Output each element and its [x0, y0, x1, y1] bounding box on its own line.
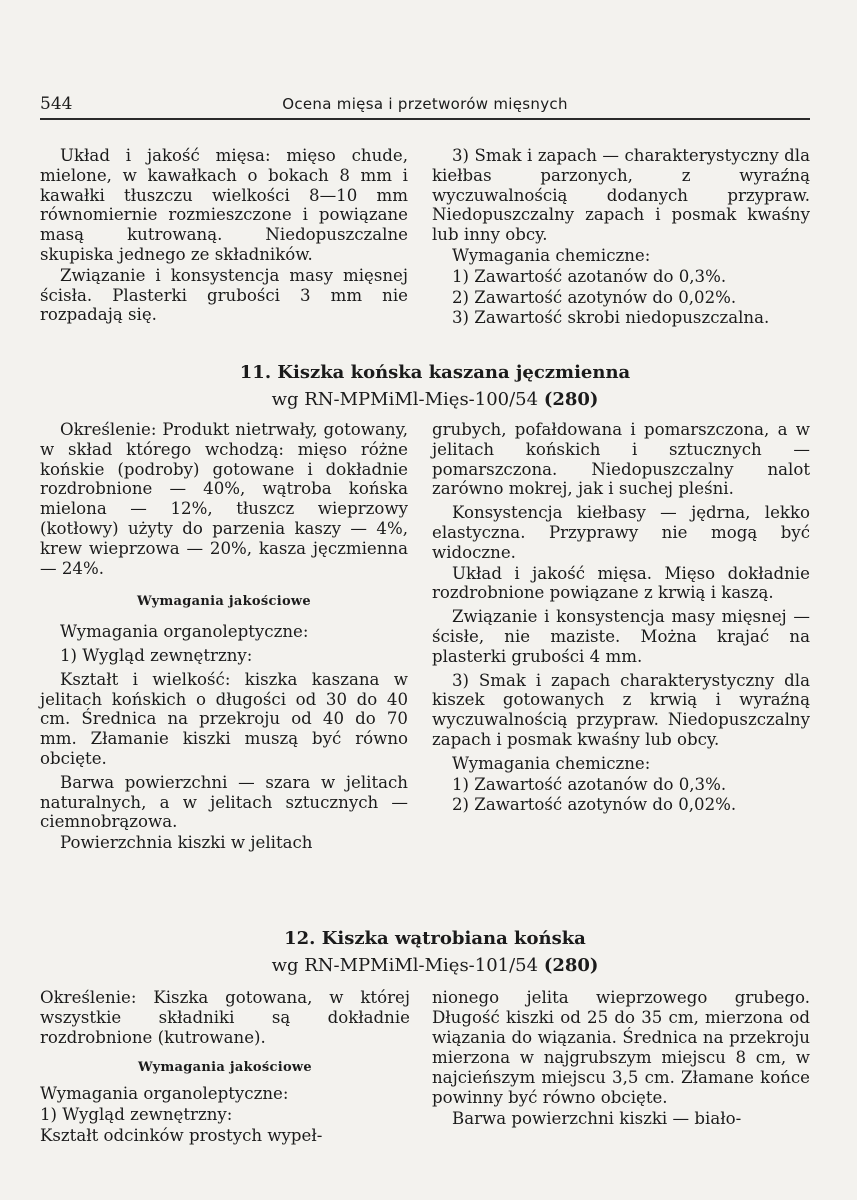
chem-item: 1) Zawartość azotanów do 0,3%. — [452, 774, 727, 794]
subheading: Wymagania jakościowe — [136, 594, 311, 610]
paragraph: Związanie i konsystencja masy mięsnej ścisła. Plasterki grubości 3 mm nie rozpadają się. — [40, 265, 408, 325]
top-left-column — [40, 146, 408, 326]
paragraph: 1) Wygląd zewnętrzny: — [40, 1105, 233, 1124]
chem-item: 2) Zawartość azotynów do 0,02%. — [452, 795, 737, 815]
paragraph: nionego jelita wieprzowego grubego. Długość kiszki od 25 do 35 cm, mierzona od wiązania do wiązania. Średnica na przekroju mierzona w najgrubszym miejscu 8 cm, w najcieńszym miejscu 3,5 cm. Złamane końce powinny być równo obcięte. — [432, 988, 810, 1107]
paragraph: 3) Smak i zapach — charakterystyczny dla kiełbas parzonych, z wyraźną wyczuwalnością dodanych przypraw. Niedopuszczalny zapach i posmak kwaśny lub inny obcy. — [432, 146, 810, 245]
standard-number: wg RN-MPMiMl-Mięs-100/54 — [271, 389, 539, 410]
section-11-left-column — [40, 420, 408, 854]
section-12-title: 12. Kiszka wątrobiana końska — [284, 928, 586, 949]
paragraph: Wymagania chemiczne: — [452, 753, 651, 773]
paragraph: grubych, pofałdowana i pomarszczona, a w jelitach końskich i sztucznych — pomarszczona. Niedopuszczalny nalot zarówno mokrej, jak i suchej pleśni. — [432, 420, 810, 499]
chem-item: 1) Zawartość azotanów do 0,3%. — [452, 266, 727, 286]
definition: Określenie: Produkt nietrwały, gotowany, w skład którego wchodzą: mięso różne końskie (podroby) gotowane i dokładnie rozdrobnione — 40%, wątroba końska mielona — 12%, tłuszcz wieprzowy (kotłowy) użyty do parzenia kaszy — 4%, krew wieprzowa — 20%, kasza jęczmienna — 24%. — [40, 420, 408, 578]
chem-item: 3) Zawartość skrobi niedopuszczalna. — [452, 308, 770, 328]
paragraph: 3) Smak i zapach charakterystyczny dla kiszek gotowanych z krwią i wyraźną wyczuwalnością przypraw. Niedopuszczalny zapach i posmak kwaśny lub obcy. — [432, 670, 810, 749]
definition: Określenie: Kiszka gotowana, w której wszystkie składniki są dokładnie rozdrobnione (kutrowane). — [40, 988, 410, 1047]
paragraph: Wymagania chemiczne: — [452, 245, 651, 265]
section-11-title: 11. Kiszka końska kaszana jęczmienna — [239, 362, 631, 383]
paragraph: Związanie i konsystencja masy mięsnej — ścisłe, nie maziste. Można krajać na plasterki grubości 4 mm. — [432, 607, 810, 666]
paragraph: Powierzchnia kiszki w jelitach — [60, 833, 313, 853]
section-12-left-column — [40, 988, 410, 1147]
paragraph: Barwa powierzchni kiszki — biało- — [452, 1109, 742, 1128]
section-11-right-column — [432, 420, 810, 816]
page-number: 544 — [40, 94, 73, 114]
paragraph: Konsystencja kiełbasy — jędrna, lekko elastyczna. Przyprawy nie mogą być widoczne. — [432, 503, 810, 562]
paragraph: Wymagania organoleptyczne: — [40, 1084, 289, 1103]
standard-number: wg RN-MPMiMl-Mięs-101/54 — [271, 955, 539, 976]
paragraph: Kształt i wielkość: kiszka kaszana w jelitach końskich o długości od 30 do 40 cm. Średnica na przekroju od 40 do 70 mm. Złamanie kiszki muszą być równo obcięte. — [40, 669, 408, 768]
section-12-right-column — [432, 988, 810, 1130]
paragraph: Układ i jakość mięsa: mięso chude, mielone, w kawałkach o bokach 8 mm i kawałki tłuszczu wielkości 8—10 mm równomiernie rozmieszczone i powiązane masą kutrowaną. Niedopuszczalne skupiska jednego ze składników. — [40, 146, 408, 264]
paragraph: 1) Wygląd zewnętrzny: — [60, 645, 253, 665]
paragraph: Barwa powierzchni — szara w jelitach naturalnych, a w jelitach sztucznych — ciemnobrązowa. — [40, 772, 408, 832]
top-right-column — [432, 146, 810, 329]
running-title: Ocena mięsa i przetworów mięsnych — [282, 95, 568, 113]
header-rule — [40, 118, 810, 120]
page-header — [40, 92, 810, 116]
chem-item: 2) Zawartość azotynów do 0,02%. — [452, 287, 737, 307]
subheading: Wymagania jakościowe — [137, 1060, 312, 1075]
standard-code: (280) — [543, 955, 599, 976]
section-11-standard — [40, 389, 830, 410]
paragraph: Układ i jakość mięsa. Mięso dokładnie rozdrobnione powiązane z krwią i kaszą. — [432, 563, 810, 603]
standard-code: (280) — [543, 389, 599, 410]
section-12-standard — [40, 955, 830, 976]
paragraph: Kształt odcinków prostych wypeł- — [40, 1126, 323, 1145]
paragraph: Wymagania organoleptyczne: — [60, 622, 309, 642]
